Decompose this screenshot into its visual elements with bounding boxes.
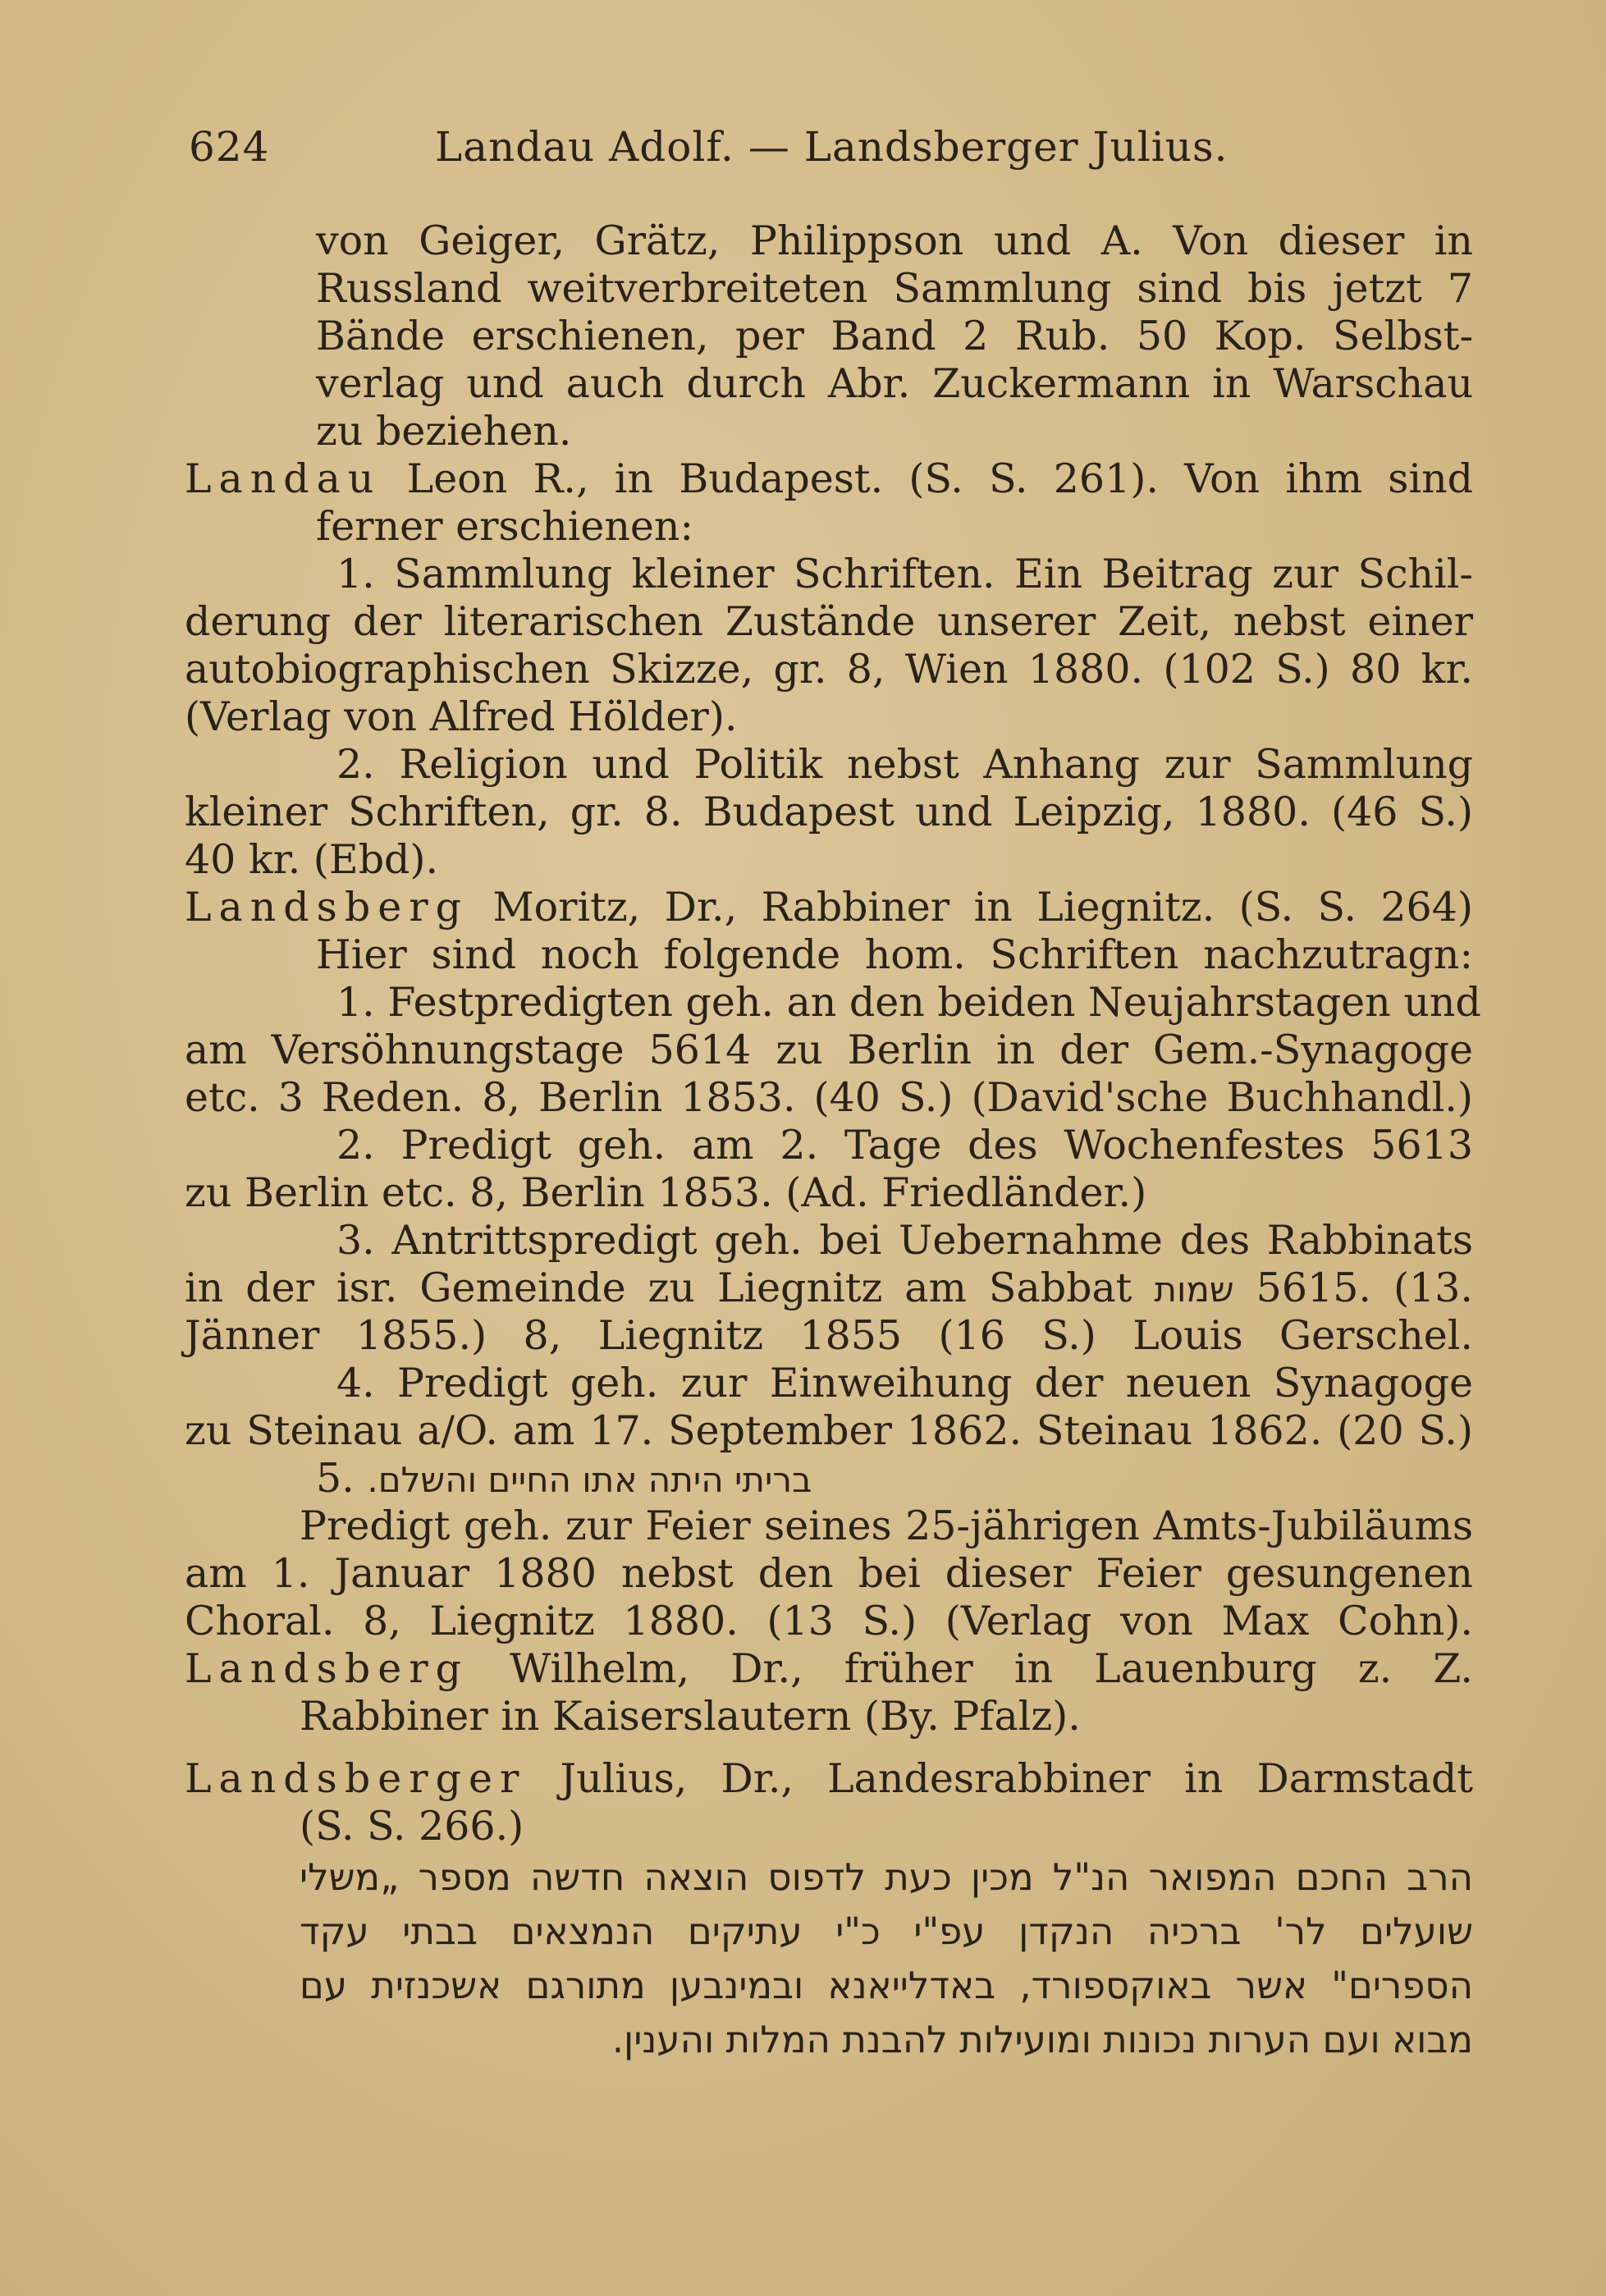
text-line: (S. S. 266.) (300, 1803, 524, 1850)
entry-text: Julius, Dr., Landesrabbiner in Darmstadt (526, 1755, 1473, 1802)
text-line-hebrew-title (185, 1455, 1473, 1502)
entry-name: Landau (185, 455, 382, 502)
text-line: Russland weitverbreiteten Sammlung sind bis jetzt 7 (316, 265, 1473, 312)
page-header (189, 123, 1494, 181)
text-line: ferner erschienen: (316, 503, 693, 550)
item-number: 5. (316, 1455, 355, 1502)
text-line: zu Berlin etc. 8, Berlin 1853. (Ad. Friedländer.) (185, 1169, 1147, 1216)
text-line: autobiographischen Skizze, gr. 8, Wien 1880. (102 S.) 80 kr. (185, 646, 1473, 693)
hebrew-line: מבוא ועם הערות נכונות ומועילות להבנת המלות והענין. (611, 2018, 1473, 2061)
text-line: kleiner Schriften, gr. 8. Budapest und Leipzig, 1880. (46 S.) (185, 789, 1473, 835)
text-line: 40 kr. (Ebd). (185, 836, 439, 883)
entry-landsberger-julius (185, 1755, 1473, 1803)
hebrew-title: בריתי היתה אתו החיים והשלם. (367, 1460, 812, 1500)
entry-landau-leon (185, 455, 1473, 503)
hebrew-line: הספרים" אשר באוקספורד, באדלייאנא ובמינבען מתורגם אשכנזית עם (300, 1964, 1473, 2007)
text-line: Rabbiner in Kaiserslautern (By. Pfalz). (300, 1693, 1081, 1740)
text-line: Hier sind noch folgende hom. Schriften nachzutragn: (316, 931, 1473, 978)
text-fragment: 5615. (13. (1233, 1265, 1473, 1311)
text-line: 3. Antrittspredigt geh. bei Uebernahme des Rabbinats (336, 1217, 1473, 1264)
text-line: von Geiger, Grätz, Philippson und A. Von dieser in (316, 217, 1473, 264)
entry-name: Landsberger (185, 1755, 527, 1802)
text-line: am Versöhnungstage 5614 zu Berlin in der Gem.-Synagoge (185, 1027, 1473, 1073)
text-line: 2. Predigt geh. am 2. Tage des Wochenfestes 5613 (336, 1122, 1473, 1169)
entry-name: Landsberg (185, 884, 469, 931)
entry-text: Moritz, Dr., Rabbiner in Liegnitz. (S. S. 264) (468, 884, 1473, 931)
spacer (185, 1740, 1473, 1755)
running-title: Landau Adolf. — Landsberger Julius. (435, 123, 1229, 171)
text-line: am 1. Januar 1880 nebst den bei dieser Feier gesungenen (185, 1550, 1473, 1597)
text-fragment: in der isr. Gemeinde zu Liegnitz am Sabbat (185, 1265, 1155, 1311)
text-line: verlag und auch durch Abr. Zuckermann in Warschau (316, 360, 1473, 407)
text-line: Jänner 1855.) 8, Liegnitz 1855 (16 S.) Louis Gerschel. (185, 1312, 1473, 1359)
page-body (185, 217, 1481, 2067)
entry-landsberg-moritz (185, 884, 1473, 931)
hebrew-word: שמות (1154, 1269, 1234, 1310)
page-number: 624 (189, 123, 270, 171)
text-line: zu Steinau a/O. am 17. September 1862. Steinau 1862. (20 S.) (185, 1407, 1473, 1454)
text-line: 4. Predigt geh. zur Einweihung der neuen Synagoge (336, 1360, 1473, 1406)
text-line: etc. 3 Reden. 8, Berlin 1853. (40 S.) (David'sche Buchhandl.) (185, 1074, 1473, 1121)
text-line: (Verlag von Alfred Hölder). (185, 693, 738, 740)
text-line: 2. Religion und Politik nebst Anhang zur Sammlung (336, 741, 1473, 788)
entry-name: Landsberg (185, 1645, 469, 1692)
text-line: 1. Sammlung kleiner Schriften. Ein Beitrag zur Schil- (336, 551, 1473, 597)
text-line: derung der literarischen Zustände unserer Zeit, nebst einer (185, 598, 1473, 645)
text-line: 1. Festpredigten geh. an den beiden Neujahrstagen und (336, 979, 1481, 1026)
text-line: zu beziehen. (316, 408, 572, 455)
hebrew-line: הרב החכם המפואר הנ"ל מכין כעת לדפוס הוצאה חדשה מספר „משלי (300, 1855, 1473, 1899)
entry-text: Leon R., in Budapest. (S. S. 261). Von ihm sind (381, 455, 1473, 502)
entry-landsberg-wilhelm (185, 1645, 1473, 1693)
text-line: Choral. 8, Liegnitz 1880. (13 S.) (Verlag von Max Cohn). (185, 1598, 1473, 1644)
text-line: Bände erschienen, per Band 2 Rub. 50 Kop. Selbst- (316, 313, 1473, 359)
hebrew-line: שועלים לר' ברכיה הנקדן עפ"י כ"י עתיקים הנמצאים בבתי עקד (300, 1910, 1473, 1953)
text-line-with-hebrew (185, 1265, 1473, 1312)
entry-text: Wilhelm, Dr., früher in Lauenburg z. Z. (468, 1645, 1473, 1692)
text-line: Predigt geh. zur Feier seines 25-jährigen Amts-Jubiläums (300, 1502, 1473, 1549)
